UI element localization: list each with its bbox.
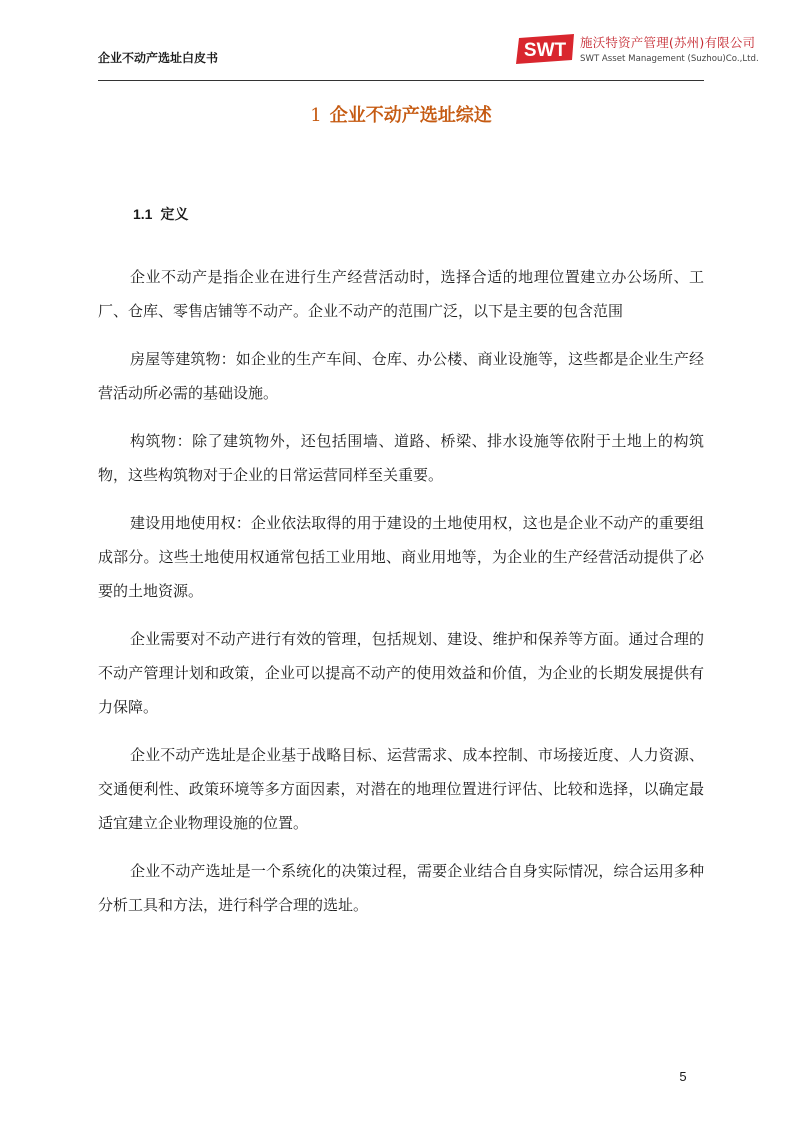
swt-logo: [514, 34, 576, 64]
company-name-cn: 施沃特资产管理(苏州)有限公司: [580, 35, 756, 50]
paragraph: 房屋等建筑物：如企业的生产车间、仓库、办公楼、商业设施等，这些都是企业生产经营活动所必需的基础设施。: [98, 350, 704, 402]
paragraph: 构筑物：除了建筑物外，还包括围墙、道路、桥梁、排水设施等依附于土地上的构筑物，这些构筑物对于企业的日常运营同样至关重要。: [98, 432, 704, 484]
paragraph: 企业不动产选址是企业基于战略目标、运营需求、成本控制、市场接近度、人力资源、交通便利性、政策环境等多方面因素，对潜在的地理位置进行评估、比较和选择，以确定最适宜建立企业物理设施的位置。: [98, 746, 704, 832]
page-number: 5: [679, 1069, 687, 1084]
document-header-title: 企业不动产选址白皮书: [98, 51, 219, 65]
header-divider: [98, 80, 704, 81]
logo-text: SWT: [523, 40, 567, 61]
chapter-number: 1: [310, 105, 322, 126]
section-title-text: 定义: [160, 207, 189, 223]
paragraph: 企业不动产选址是一个系统化的决策过程，需要企业结合自身实际情况，综合运用多种分析工具和方法，进行科学合理的选址。: [98, 862, 704, 914]
paragraph: 企业不动产是指企业在进行生产经营活动时，选择合适的地理位置建立办公场所、工厂、仓库、零售店铺等不动产。企业不动产的范围广泛，以下是主要的包含范围: [98, 268, 704, 320]
section-number: 1.1: [133, 206, 153, 222]
company-name-en: SWT Asset Management (Suzhou)Co.,Ltd.: [580, 54, 759, 64]
section-heading: [133, 203, 188, 226]
chapter-title: [0, 103, 802, 129]
company-name-block: [580, 35, 780, 65]
paragraph: 企业需要对不动产进行有效的管理，包括规划、建设、维护和保养等方面。通过合理的不动产管理计划和政策，企业可以提高不动产的使用效益和价值，为企业的长期发展提供有力保障。: [98, 630, 704, 716]
paragraph: 建设用地使用权：企业依法取得的用于建设的土地使用权，这也是企业不动产的重要组成部分。这些土地使用权通常包括工业用地、商业用地等，为企业的生产经营活动提供了必要的土地资源。: [98, 514, 704, 600]
chapter-title-text: 企业不动产选址综述: [329, 105, 492, 126]
body-text: [98, 260, 704, 936]
